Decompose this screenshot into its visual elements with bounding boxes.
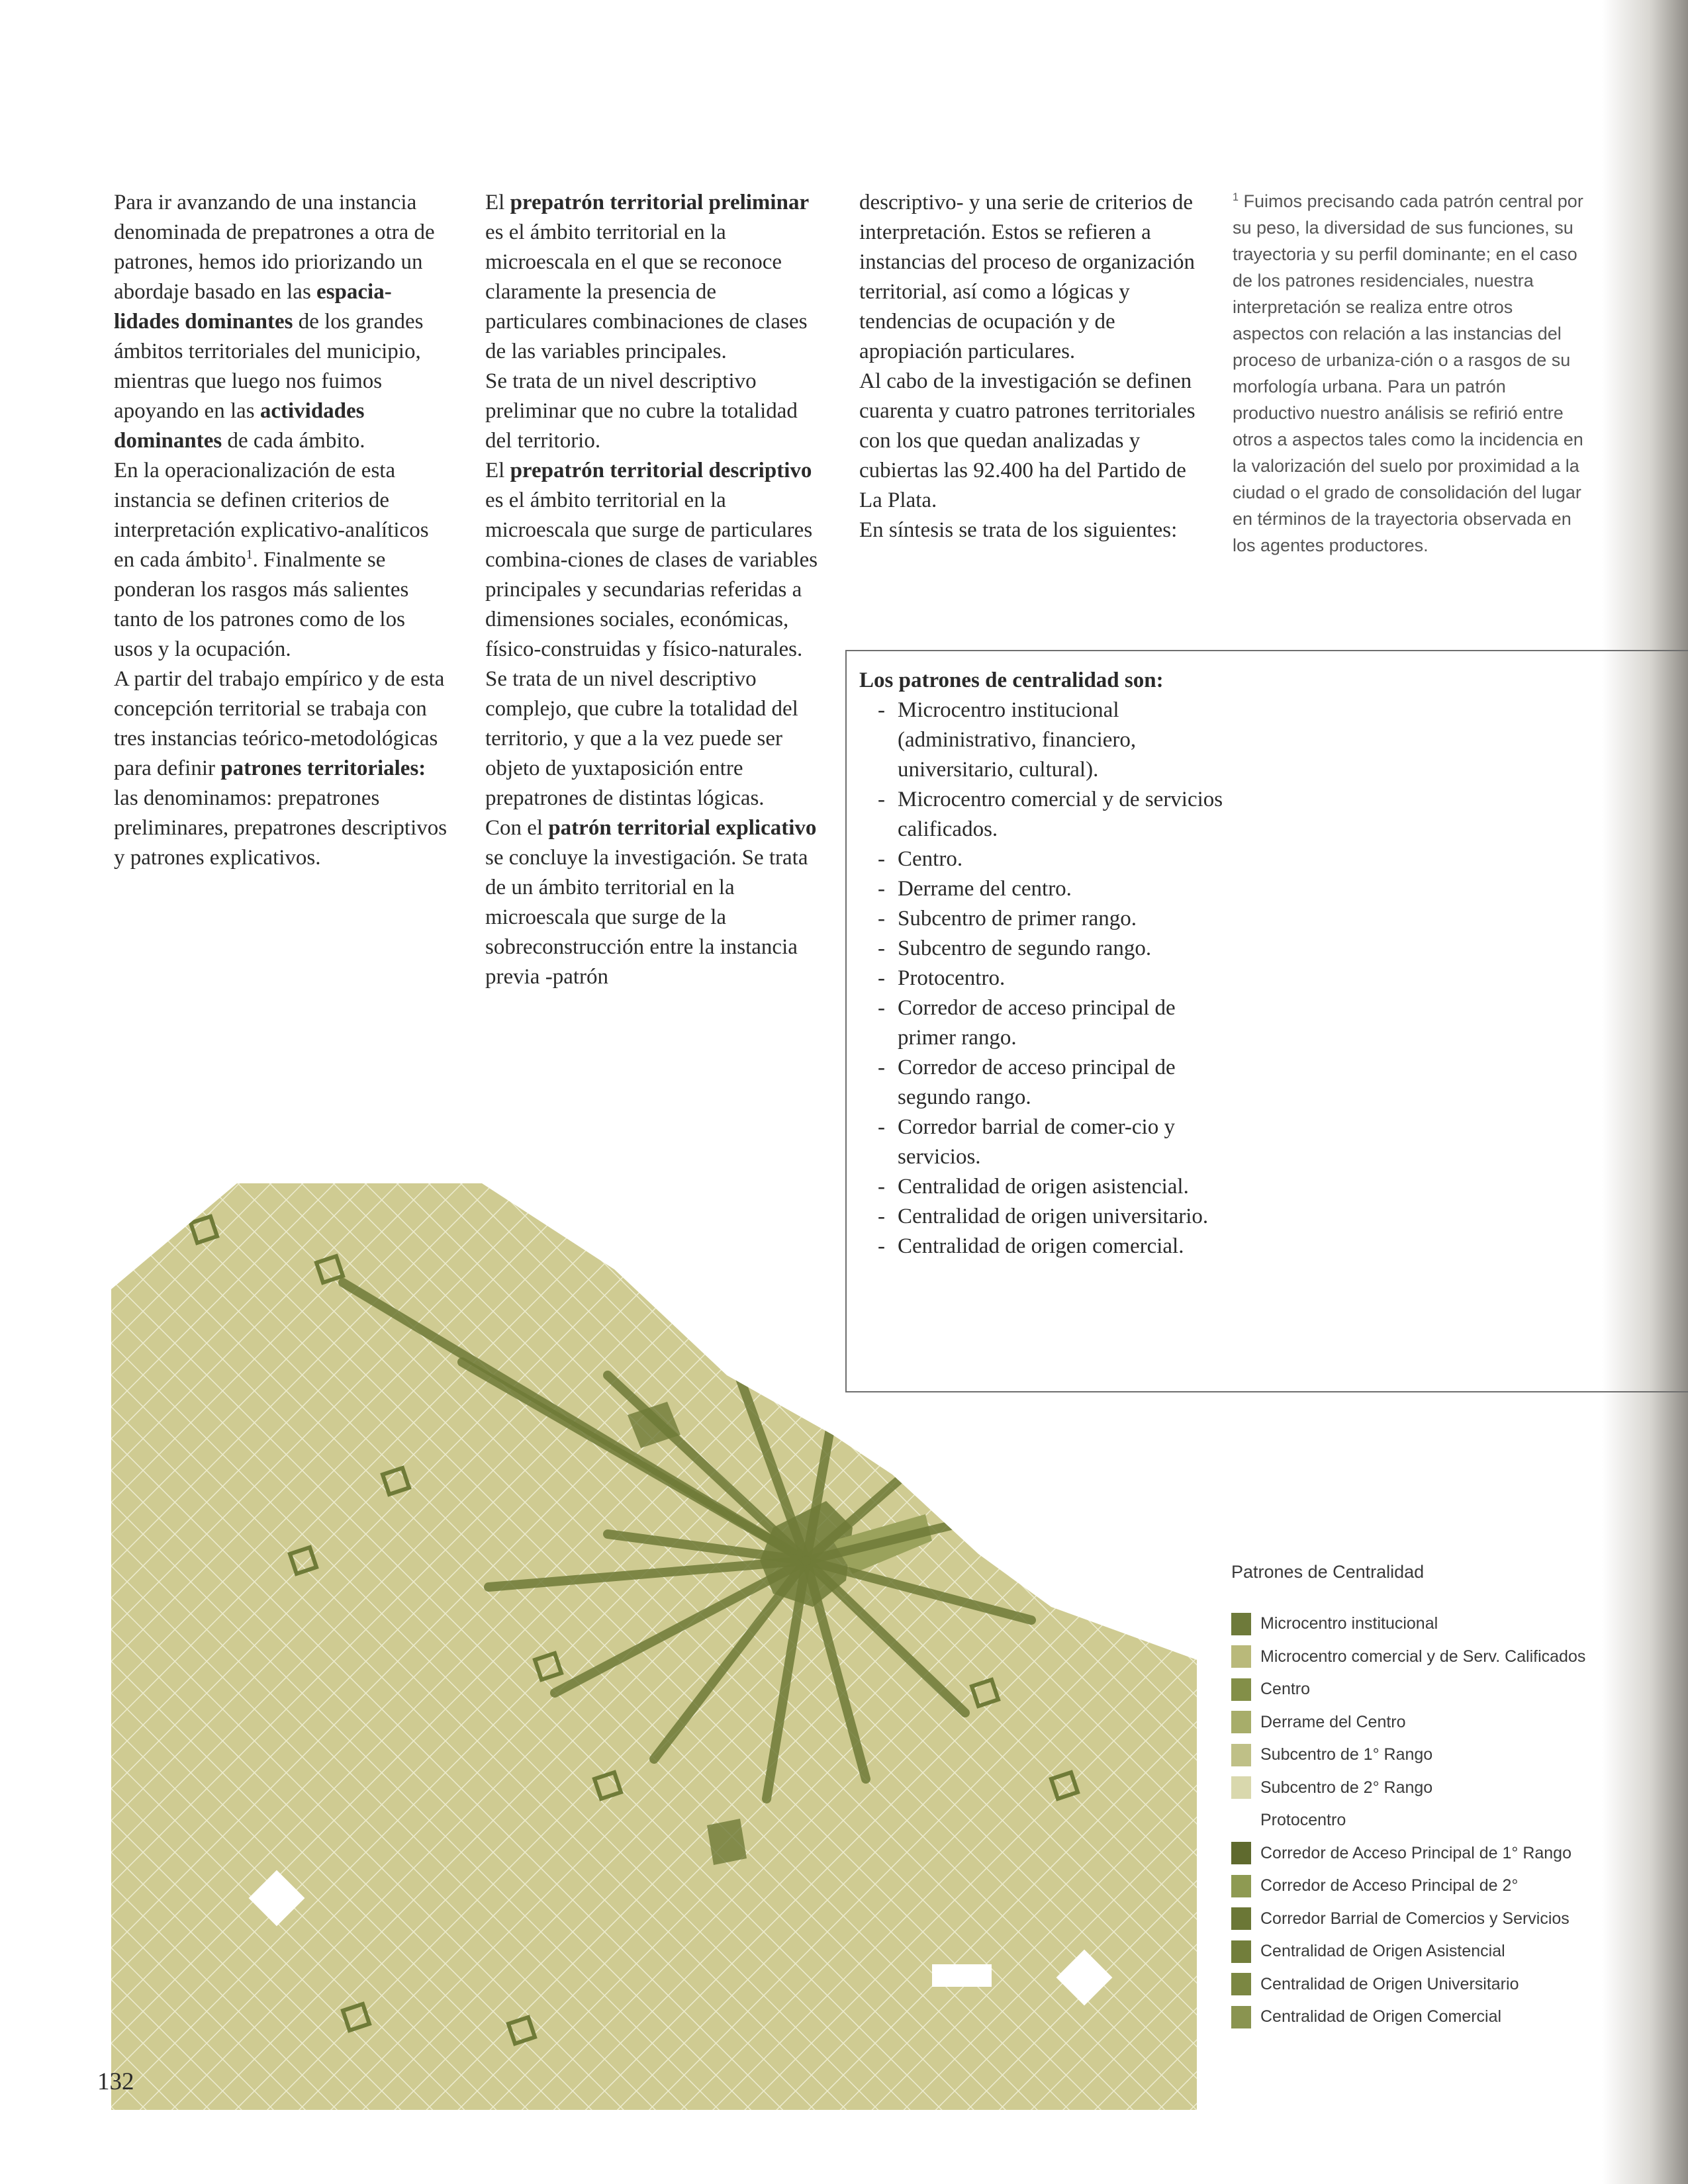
pattern-list-item: [859, 785, 1230, 844]
legend-label: Derrame del Centro: [1260, 1712, 1406, 1731]
text-column-1: [114, 188, 448, 873]
pattern-list-item: [859, 934, 1230, 964]
paragraph: Al cabo de la investigación se definen cuarenta y cuatro patrones territoriales con los que quedan analizadas y cubiertas las 92.400 ha del Partido de La Plata.: [859, 369, 1196, 512]
legend-item: [1231, 1837, 1655, 1870]
legend-swatch: [1231, 1744, 1251, 1766]
paragraph: Se trata de un nivel descriptivo preliminar que no cubre la totalidad del territorio.: [485, 369, 798, 453]
legend-label: Corredor de Acceso Principal de 1° Rango: [1260, 1843, 1571, 1862]
pattern-list-item: [859, 1113, 1230, 1172]
list-item-text: Centro.: [898, 847, 963, 871]
legend-item: [1231, 1870, 1655, 1903]
legend-item: [1231, 1641, 1655, 1674]
legend-label: Corredor de Acceso Principal de 2°: [1260, 1876, 1519, 1895]
legend-swatch: [1231, 1940, 1251, 1963]
list-item-text: Subcentro de primer rango.: [898, 907, 1137, 931]
list-dash: -: [878, 698, 885, 722]
legend-swatch: [1231, 1645, 1251, 1668]
legend-item: [1231, 1706, 1655, 1739]
list-item-text: Microcentro institucional (administrativo, financiero, universitario, cultural).: [898, 698, 1137, 782]
legend-swatch: [1231, 1907, 1251, 1930]
legend-item: [1231, 1772, 1655, 1805]
text-column-2: [485, 188, 820, 992]
legend-items: [1231, 1608, 1655, 2034]
legend-label: Microcentro institucional: [1260, 1614, 1438, 1633]
list-dash: -: [878, 1234, 885, 1258]
pattern-list-item: [859, 964, 1230, 993]
centrality-map: [111, 1183, 1197, 2110]
list-item-text: Protocentro.: [898, 966, 1006, 990]
pattern-list-item: [859, 874, 1230, 904]
legend-swatch: [1231, 1842, 1251, 1864]
list-dash: -: [878, 847, 885, 871]
centrality-patterns-list: [859, 666, 1230, 1261]
paragraph: En síntesis se trata de los siguientes:: [859, 518, 1178, 542]
legend-label: Centralidad de Origen Comercial: [1260, 2007, 1502, 2026]
urban-grid: [111, 1183, 1197, 2110]
paragraph: El prepatrón territorial descriptivo es el ámbito territorial en la microescala que surge de particulares combina-ciones de clases de variables principales y secundarias referidas a dimensiones sociales, económicas, físico-construidas y físico-naturales. Se trata de un nivel descriptivo complejo, que cubre la totalidad del territorio, y que a la vez puede ser objeto de yuxtaposición entre prepatrones de distintas lógicas.: [485, 459, 818, 810]
legend-label: Centralidad de Origen Universitario: [1260, 1974, 1519, 1993]
list-dash: -: [878, 907, 885, 931]
paragraph: Para ir avanzando de una instancia denominada de prepatrones a otra de patrones, hemos ido priorizando un abordaje basado en las espacia-lidades dominantes de los grandes ámbitos territoriales del municipio, mientras que luego nos fuimos apoyando en las actividades dominantes de cada ámbito.: [114, 191, 435, 453]
map-legend: [1231, 1562, 1655, 2034]
legend-item: [1231, 1935, 1655, 1968]
footnote: [1233, 188, 1583, 559]
legend-label: Centro: [1260, 1680, 1311, 1699]
legend-swatch: [1231, 1613, 1251, 1635]
legend-item: [1231, 1903, 1655, 1936]
legend-item: [1231, 1804, 1655, 1837]
footnote-marker: 1: [1233, 191, 1239, 203]
legend-swatch: [1231, 1678, 1251, 1701]
paragraph: En la operacionalización de esta instancia se definen criterios de interpretación explicativo-analíticos en cada ámbito$^1$. Finalmente se ponderan los rasgos más salientes tanto de los patrones como de los usos y la ocupación.: [114, 459, 429, 661]
list-dash: -: [878, 966, 885, 990]
list-dash: -: [878, 936, 885, 960]
legend-swatch: [1231, 1973, 1251, 1995]
pattern-list-item: [859, 696, 1230, 785]
list-item-text: Derrame del centro.: [898, 877, 1072, 901]
legend-item: [1231, 2001, 1655, 2034]
paragraph: A partir del trabajo empírico y de esta concepción territorial se trabaja con tres instancias teórico-metodológicas para definir patrones territoriales: las denominamos: prepatrones preliminares, prepatrones descriptivos y patrones explicativos.: [114, 667, 447, 870]
map-area: [111, 1183, 1197, 2110]
pattern-list: [859, 696, 1230, 1261]
legend-item: [1231, 1739, 1655, 1772]
list-item-text: Corredor de acceso principal de primer rango.: [898, 996, 1176, 1050]
list-item-text: Corredor de acceso principal de segundo rango.: [898, 1056, 1176, 1109]
legend-swatch: [1231, 1776, 1251, 1799]
map-protocentro: [932, 1964, 992, 1987]
legend-item: [1231, 1968, 1655, 2001]
legend-swatch: [1231, 1809, 1251, 1832]
legend-label: Subcentro de 2° Rango: [1260, 1778, 1433, 1797]
paragraph: El prepatrón territorial preliminar es el ámbito territorial en la microescala en el que se reconoce claramente la presencia de particulares combinaciones de clases de las variables principales.: [485, 191, 810, 363]
legend-item: [1231, 1673, 1655, 1706]
pattern-list-item: [859, 1053, 1230, 1113]
list-item-text: Centralidad de origen universitario.: [898, 1205, 1209, 1228]
legend-swatch: [1231, 1875, 1251, 1897]
list-item-text: Subcentro de segundo rango.: [898, 936, 1152, 960]
list-item-text: Centralidad de origen asistencial.: [898, 1175, 1189, 1199]
pattern-list-item: [859, 993, 1230, 1053]
list-item-text: Corredor barrial de comer-cio y servicios.: [898, 1115, 1175, 1169]
legend-swatch: [1231, 1711, 1251, 1733]
list-dash: -: [878, 788, 885, 811]
list-dash: -: [878, 1115, 885, 1139]
paragraph: Con el patrón territorial explicativo se concluye la investigación. Se trata de un ámbito territorial en la microescala que surge de la sobreconstrucción entre la instancia previa -patrón: [485, 816, 817, 989]
legend-label: Microcentro comercial y de Serv. Calificados: [1260, 1647, 1586, 1666]
box-title: Los patrones de centralidad son:: [859, 668, 1164, 692]
list-dash: -: [878, 877, 885, 901]
legend-label: Protocentro: [1260, 1811, 1346, 1830]
text-column-3: [859, 188, 1197, 545]
legend-label: Corredor Barrial de Comercios y Servicios: [1260, 1909, 1570, 1928]
pattern-list-item: [859, 844, 1230, 874]
page-number: 132: [97, 2068, 134, 2095]
legend-title: Patrones de Centralidad: [1231, 1562, 1425, 1582]
pattern-list-item: [859, 904, 1230, 934]
paragraph: descriptivo- y una serie de criterios de interpretación. Estos se refieren a instancias del proceso de organización territorial, así como a lógicas y tendencias de ocupación y de apropiación particulares.: [859, 191, 1196, 363]
legend-label: Subcentro de 1° Rango: [1260, 1745, 1433, 1764]
list-dash: -: [878, 1056, 885, 1079]
list-dash: -: [878, 996, 885, 1020]
list-dash: -: [878, 1205, 885, 1228]
list-dash: -: [878, 1175, 885, 1199]
legend-swatch: [1231, 2006, 1251, 2028]
map-subcenter: [707, 1819, 747, 1865]
list-item-text: Centralidad de origen comercial.: [898, 1234, 1184, 1258]
list-item-text: Microcentro comercial y de servicios calificados.: [898, 788, 1223, 841]
legend-label: Centralidad de Origen Asistencial: [1260, 1942, 1505, 1961]
legend-item: [1231, 1608, 1655, 1641]
footnote-text: Fuimos precisando cada patrón central por su peso, la diversidad de sus funciones, su trayectoria y su perfil dominante; en el caso de los patrones residenciales, nuestra interpretación se realiza entre otros aspectos con relación a las instancias del proceso de urbaniza-ción o a rasgos de su morfología urbana. Para un patrón productivo nuestro análisis se refirió entre otros a aspectos tales como la incidencia en la valorización del suelo por proximidad a la ciudad o el grado de consolidación del lugar en términos de la trayectoria observada en los agentes productores.: [1233, 191, 1583, 555]
